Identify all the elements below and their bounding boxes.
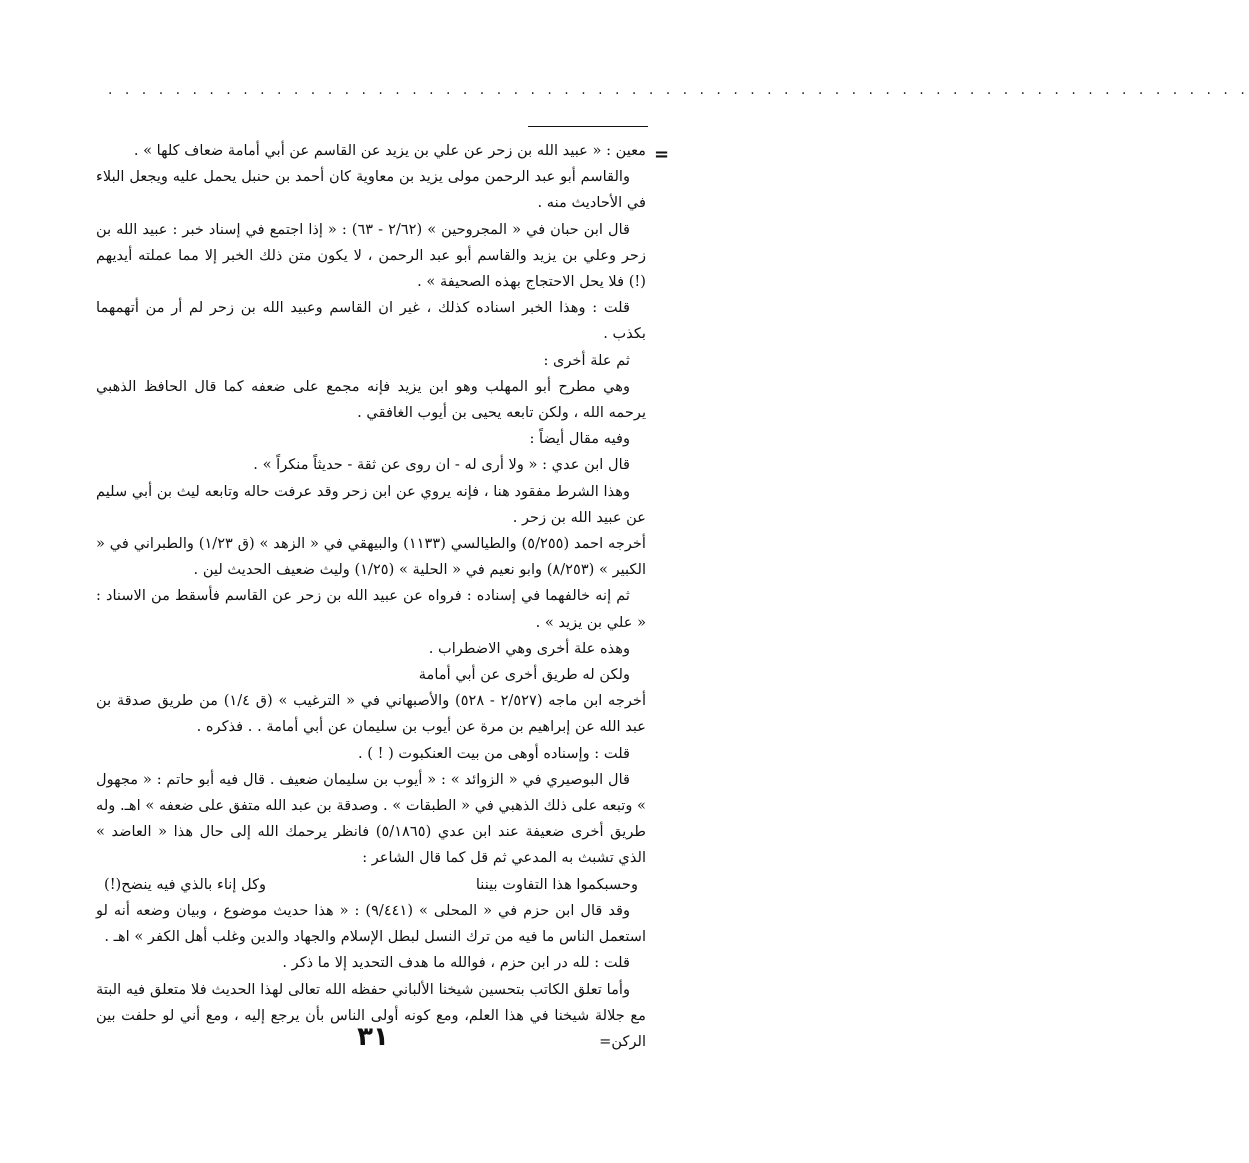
- paragraph-15: قلت : وإسناده أوهى من بيت العنكبوت ( ! ) .: [357, 744, 630, 762]
- paragraph-7: وفيه مقال أيضاً :: [529, 430, 630, 448]
- page-number: ٣١: [357, 1022, 389, 1052]
- paragraph-14: أخرجه ابن ماجه (٢/٥٢٧ - ٥٢٨) والأصبهاني في « الترغيب » (ق ١/٤) من طريق صدقة بن عبد الله عن إبراهيم بن مرة عن أيوب بن سليمان عن أبي أمامة . . فذكره .: [96, 692, 647, 736]
- footnote-separator: [528, 126, 648, 127]
- paragraph-6: وهي مطرح أبو المهلب وهو ابن يزيد فإنه مجمع على ضعفه كما قال الحافظ الذهبي يرحمه الله ، ولكن تابعه يحيى بن أيوب الغافقي .: [96, 377, 646, 422]
- poem-hemistich-1: وحسبكموا هذا التفاوت بيننا: [475, 875, 638, 893]
- header-dotted-line: · · · · · · · · · · · · · · · · · · · · · · · · · · · · · · · · · · · · · · · · · · · · · · · · · · · · · · · · · · · · · · · · · · · ·: [108, 86, 1249, 102]
- paragraph-13: ولكن له طريق أخرى عن أبي أمامة: [418, 666, 630, 684]
- poem-verse: [96, 872, 646, 898]
- paragraph-5: ثم علة أخرى :: [543, 351, 630, 369]
- paragraph-18: قلت : لله در ابن حزم ، فوالله ما هدف التحديد إلا ما ذكر .: [282, 954, 630, 972]
- poem-hemistich-2: وكل إناء بالذي فيه ينضح(!): [104, 875, 267, 893]
- paragraph-16: قال البوصيري في « الزوائد » : « أيوب بن سليمان ضعيف . قال فيه أبو حاتم : « مجهول » وتبعه على ذلك الذهبي في « الطبقات » . وصدقة بن عبد الله متفق على ضعفه » اهـ. وله طريق أخرى ضعيفة عند ابن عدي (٥/١٨٦٥) فانظر يرحمك الله إلى حال هذا « العاضد » الذي تشبث به المدعي ثم قل كما قال الشاعر :: [96, 770, 646, 867]
- paragraph-4: قلت : وهذا الخبر اسناده كذلك ، غير ان القاسم وعبيد الله بن زحر لم أر من أتهمهما بكذب .: [96, 299, 646, 343]
- paragraph-10: أخرجه احمد (٥/٢٥٥) والطيالسي (١١٣٣) والبيهقي في « الزهد » (ق ١/٢٣) والطبراني في « الكبير » (٨/٢٥٣) وابو نعيم في « الحلية » (١/٢٥) وليث ضعيف الحديث لين .: [96, 535, 646, 579]
- paragraph-11: ثم إنه خالفهما في إسناده : فرواه عن عبيد الله بن زحر عن القاسم فأسقط من الاسناد : « علي بن يزيد » .: [96, 587, 646, 631]
- paragraph-12: وهذه علة أخرى وهي الاضطراب .: [428, 639, 630, 657]
- paragraph-8: قال ابن عدي : « ولا أرى له - ان روى عن ثقة - حديثاً منكراً » .: [253, 456, 630, 474]
- footnote-body: [96, 138, 646, 1055]
- paragraph-9: وهذا الشرط مفقود هنا ، فإنه يروي عن ابن زحر وقد عرفت حاله وتابعه ليث بن أبي سليم عن عبيد الله بن زحر .: [96, 482, 646, 526]
- paragraph-3: قال ابن حبان في « المجروحين » (٢/٦٢ - ٦٣) : « إذا اجتمع في إسناد خبر : عبيد الله بن زحر وعلي بن يزيد والقاسم أبو عبد الرحمن ، لا يكون متن ذلك الخبر إلا مما عملته أيديهم (!) فلا يحل الاحتجاج بهذه الصحيفة » .: [96, 220, 646, 291]
- continuation-mark: =: [654, 144, 670, 165]
- paragraph-17: وقد قال ابن حزم في « المحلى » (٩/٤٤١) : « هذا حديث موضوع ، وبيان وضعه أنه لو استعمل الناس ما فيه من ترك النسل لبطل الإسلام والجهاد والدين وغلب أهل الكفر » اهـ .: [96, 901, 646, 946]
- paragraph-19: وأما تعلق الكاتب بتحسين شيخنا الألباني حفظه الله تعالى لهذا الحديث فلا متعلق فيه البتة مع جلالة شيخنا في هذا العلم، ومع كونه أولى الناس بأن يرجع إليه ، ومع أني لو حلفت بين الركن=: [96, 980, 646, 1050]
- paragraph-2: والقاسم أبو عبد الرحمن مولى يزيد بن معاوية كان أحمد بن حنبل يحمل عليه ويجعل البلاء في الأحاديث منه .: [96, 168, 646, 212]
- paragraph-1: معين : « عبيد الله بن زحر عن علي بن يزيد عن القاسم عن أبي أمامة ضعاف كلها » .: [133, 142, 646, 159]
